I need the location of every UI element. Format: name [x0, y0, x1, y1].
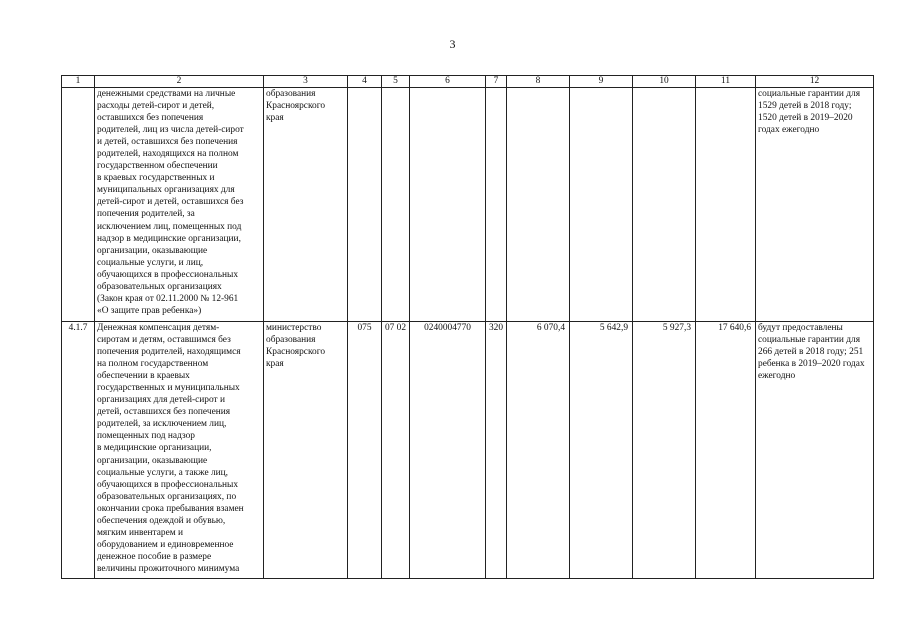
- table-row: [62, 88, 874, 322]
- header-cell: 2: [95, 76, 264, 88]
- grbs-cell: 075: [348, 322, 382, 579]
- row-number-cell: 4.1.7: [62, 322, 95, 579]
- grbs-cell: [348, 88, 382, 322]
- budget-table: [61, 75, 874, 579]
- amount-total-cell: 17 640,6: [696, 322, 756, 579]
- table-header-row: [62, 76, 874, 88]
- rzpr-cell: [382, 88, 410, 322]
- header-cell: 6: [410, 76, 486, 88]
- header-cell: 10: [633, 76, 696, 88]
- header-cell: 8: [507, 76, 570, 88]
- measure-name-cell: Денежная компенсация детям- сиротам и детям, оставшимся без попечения родителей, находящимся на полном государственном обеспечении в краевых государственных и муниципальных организациях для детей-сирот и детей, оставшихся без попечения родителей, за исключением лиц, помещенных под надзор в медицинские организации, организации, оказывающие социальные услуги, а также лиц, обучающихся в профессиональных образовательных организациях, по окончании срока пребывания взамен обеспечения одеждой и обувью, мягким инвентарем и оборудованием и единовременное денежное пособие в размере величины прожиточного минимума: [95, 322, 264, 579]
- amount-total-cell: [696, 88, 756, 322]
- amount-2018-cell: [507, 88, 570, 322]
- amount-2020-cell: [633, 88, 696, 322]
- expected-result-cell: будут предоставлены социальные гарантии для 266 детей в 2018 году; 251 ребенка в 2019–2020 годах ежегодно: [756, 322, 874, 579]
- expected-result-cell: социальные гарантии для 1529 детей в 2018 году; 1520 детей в 2019–2020 годах ежегодно: [756, 88, 874, 322]
- rzpr-cell: 07 02: [382, 322, 410, 579]
- amount-2019-cell: 5 642,9: [570, 322, 633, 579]
- header-cell: 1: [62, 76, 95, 88]
- executor-cell: образования Красноярского края: [264, 88, 348, 322]
- header-cell: 11: [696, 76, 756, 88]
- amount-2019-cell: [570, 88, 633, 322]
- row-number-cell: [62, 88, 95, 322]
- csr-cell: [410, 88, 486, 322]
- header-cell: 3: [264, 76, 348, 88]
- header-cell: 9: [570, 76, 633, 88]
- executor-cell: министерство образования Красноярского края: [264, 322, 348, 579]
- vr-cell: [486, 88, 507, 322]
- csr-cell: 0240004770: [410, 322, 486, 579]
- vr-cell: 320: [486, 322, 507, 579]
- amount-2018-cell: 6 070,4: [507, 322, 570, 579]
- header-cell: 5: [382, 76, 410, 88]
- header-cell: 4: [348, 76, 382, 88]
- page-number: 3: [449, 37, 456, 51]
- header-cell: 12: [756, 76, 874, 88]
- measure-name-cell: денежными средствами на личные расходы детей-сирот и детей, оставшихся без попечения родителей, лиц из числа детей-сирот и детей, оставшихся без попечения родителей, находящихся на полном государственном обеспечении в краевых государственных и муниципальных организациях для детей-сирот и детей, оставшихся без попечения родителей, за исключением лиц, помещенных под надзор в медицинские организации, организации, оказывающие социальные услуги, и лиц, обучающихся в профессиональных образовательных организациях (Закон края от 02.11.2000 № 12-961 «О защите прав ребенка»): [95, 88, 264, 322]
- header-cell: 7: [486, 76, 507, 88]
- amount-2020-cell: 5 927,3: [633, 322, 696, 579]
- table-row: [62, 322, 874, 579]
